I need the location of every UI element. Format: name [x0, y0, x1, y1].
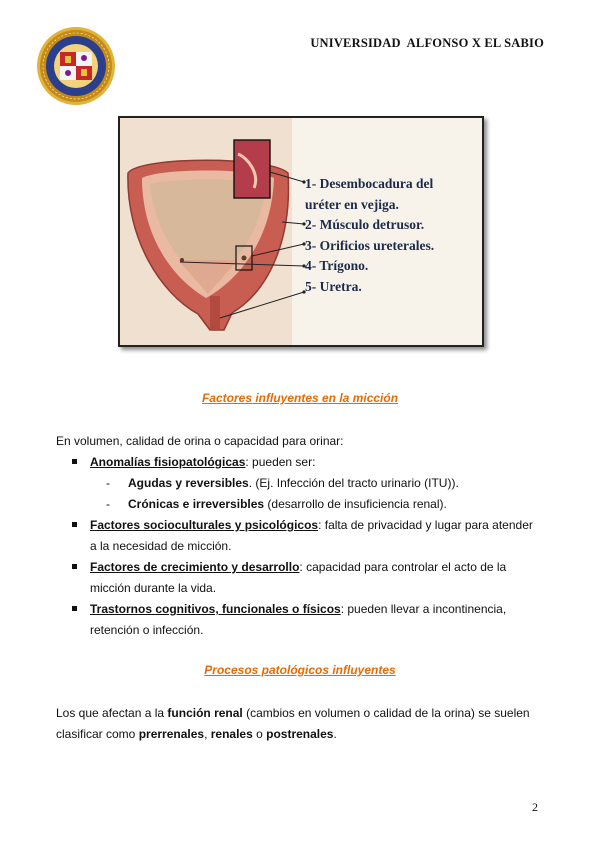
term: postrenales	[266, 727, 334, 741]
text: (cambios en volumen o calidad de la orina) se suelen	[242, 706, 530, 720]
text: clasificar como	[56, 727, 139, 741]
text: ,	[204, 727, 211, 741]
paragraph-funcion-renal	[56, 703, 530, 724]
figure-label-3: 3- Orificios ureterales.	[305, 237, 435, 253]
term: Factores de crecimiento y desarrollo	[90, 560, 300, 574]
term: Trastornos cognitivos, funcionales o físicos	[90, 602, 341, 616]
text: : pueden ser:	[245, 455, 316, 469]
text: (desarrollo de insuficiencia renal).	[264, 497, 447, 511]
intro-paragraph: En volumen, calidad de orina o capacidad para orinar:	[56, 434, 344, 448]
sub-item-agudas	[106, 473, 459, 494]
sub-item-cronicas	[106, 494, 447, 515]
figure-label-4: 4- Trígono.	[305, 258, 369, 273]
figure-label-5: 5- Uretra.	[305, 278, 362, 294]
list-item-socioculturales	[72, 515, 542, 557]
figure-label-1: 1- Desembocadura del	[305, 176, 434, 191]
term: Agudas y reversibles	[128, 476, 249, 490]
paragraph-clasificacion	[56, 724, 337, 745]
text: Los que afectan a la	[56, 706, 168, 720]
page-number: 2	[532, 800, 538, 814]
text: .	[333, 727, 337, 741]
text: : capacidad para controlar el acto de la	[299, 560, 507, 574]
text-continued: a la necesidad de micción.	[90, 539, 232, 553]
text: : pueden llevar a incontinencia,	[340, 602, 507, 616]
term: Anomalías fisiopatológicas	[90, 455, 246, 469]
text-continued: retención o infección.	[90, 623, 204, 637]
figure-labels	[305, 174, 434, 297]
term: Factores socioculturales y psicológicos	[90, 518, 319, 532]
bullet-square-icon	[72, 522, 77, 527]
bladder-anatomy-figure	[118, 116, 484, 347]
dash-icon: -	[106, 476, 110, 490]
term: prerrenales	[138, 727, 205, 741]
section-title-factores: Factores influyentes en la micción	[201, 391, 399, 405]
text: o	[252, 727, 267, 741]
university-seal-logo	[36, 26, 116, 106]
term: Crónicas e irreversibles	[128, 497, 265, 511]
text-continued: micción durante la vida.	[90, 581, 217, 595]
term: función renal	[167, 706, 243, 720]
bullet-square-icon	[72, 606, 77, 611]
list-item-anomalias	[72, 452, 542, 473]
text: : falta de privacidad y lugar para atender	[318, 518, 533, 532]
list-item-trastornos	[72, 599, 542, 641]
list-item-crecimiento	[72, 557, 542, 599]
section-title-procesos: Procesos patológicos influyentes	[204, 663, 396, 677]
university-name: UNIVERSIDAD ALFONSO X EL SABIO	[310, 36, 544, 50]
bullet-square-icon	[72, 564, 77, 569]
bullet-square-icon	[72, 459, 77, 464]
figure-label-1-cont: uréter en vejiga.	[305, 196, 399, 212]
text: . (Ej. Infección del tracto urinario (ITU)).	[248, 476, 459, 490]
dash-icon: -	[106, 497, 110, 511]
figure-label-2: 2- Músculo detrusor.	[305, 217, 425, 232]
term: renales	[210, 727, 253, 741]
